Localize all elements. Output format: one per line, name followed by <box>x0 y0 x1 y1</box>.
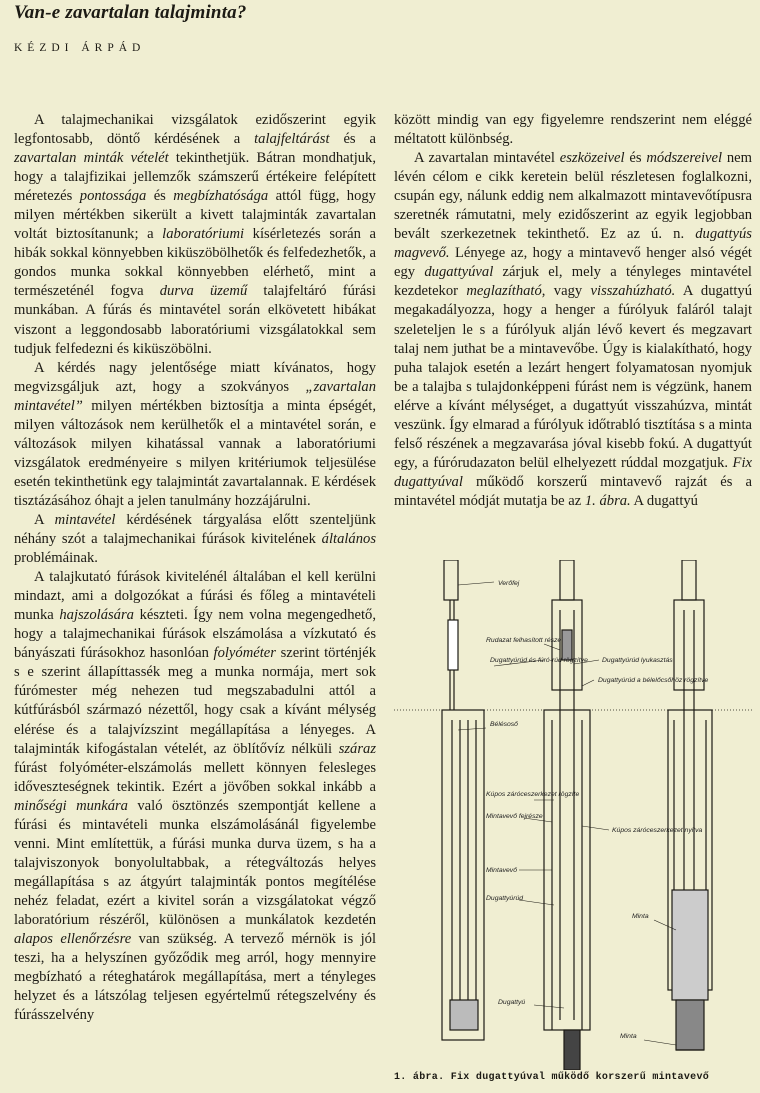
emphasis: általános <box>321 531 376 548</box>
emphasis: laboratóriumi <box>162 226 245 243</box>
emphasis: alapos ellenőrzésre <box>14 931 132 948</box>
emphasis: talajfeltárást <box>254 131 330 148</box>
label-mintavevo-fejresz: Mintavevő fejrésze <box>486 813 543 820</box>
emphasis: dugattyúval <box>424 264 494 281</box>
left-paragraph: A talajkutató fúrások kivitelénél általában el kell kerülni mindazt, ami a dolgozókat a fúrási és főleg a mintavételi munka hajszolására készteti. Így nem volna megengedhető, hogy a talajmechanikai fúrások elszámolása a vízkutató és bányászati fúrásokhoz hasonlóan folyóméter szerint történjék s e szerint állapíttassék meg a munka normája, mert sok fúrómester még nehezen tud megszabadulni attól a kútfúrásból származó nézettől, hogy csak a kívánt mélység elérése és a talajvízszint megállapítása a lényeges. A talajminták kifogástalan vételét, az öblítővíz nélküli száraz fúrást folyóméter-elszámolás mellett könnyen felesleges időveszteségnek tekintik. Ezért a jövőben sokkal inkább a minőségi munkára való ösztönzés szempontját kellene a fúrási és mintavételi munka elszámolásánál figyelembe venni. Mint említettük, a fúrási munka durva üzem, s ha a talajviszonyok bonyolultabbak, a rétegváltozás helyes megállapítása s az átgyúrt talajminták pontos megítélése nehéz feladat, ezért a kivitel során a vizsgálatokat végző laboratórium részéről, különösen a munkálatok kezdetén alapos ellenőrzésre van szükség. A tervező mérnök is jól teszi, ha a helyszínen győződik meg arról, hogy mennyire megbízható a réteghatárok megállapítása, mert a tényleges helyzet és a látszólag teljesen egyértelmű rétegszelvény és fúrásszelvény <box>14 569 377 1024</box>
label-dugattyurud-es: Dugattyúrúd és fúró-rúd rögzítve <box>490 657 588 664</box>
author-name: KÉZDI ÁRPÁD <box>14 42 146 54</box>
emphasis: mintavétel <box>54 511 116 528</box>
emphasis: folyóméter <box>213 645 276 662</box>
emphasis: száraz <box>338 740 376 757</box>
left-paragraph: A kérdés nagy jelentősége miatt kívánatos, hogy megvizsgáljuk azt, hogy a szokványos „zavartalan mintavétel” milyen mértékben biztosítja a minta épségét, milyen változások nem kerülhetők el a mintavétel során, e változások milyen kihatással vannak a laboratóriumi vizsgálatok eredményeire s milyen kritériumok teljesülése esetén tekinthetünk egy talajmintát zavartalannak. E kérdések tisztázásához óhajt a jelen tanulmány hozzájárulni. <box>14 359 376 509</box>
label-rudazat: Rudazat felhasított része <box>486 637 562 644</box>
emphasis: durva üzemű <box>159 283 248 300</box>
label-dugattyurud: Dugattyúrúd <box>486 895 524 902</box>
emphasis: hajszolására <box>59 607 134 624</box>
right-paragraph: között mindig van egy figyelemre rendszerint nem eléggé méltatott különbség. <box>394 112 752 148</box>
label-beleso: Bélésoső <box>490 721 518 728</box>
label-kupos-2: Kúpos záróceszerkezet nyitva <box>612 827 703 834</box>
emphasis: „zavartalan mintavétel” <box>14 378 376 414</box>
label-minta-2: Minta <box>620 1033 637 1040</box>
emphasis: megbízhatósága <box>173 188 269 205</box>
label-dugattyurud-a: Dugattyúrúd a bélelőcsőhöz rögzítve <box>598 677 709 684</box>
emphasis: dugattyús magvevő. <box>394 226 752 262</box>
left-paragraph: A mintavétel kérdésének tárgyalása előtt szenteljünk néhány szót a talajmechanikai fúrások kivitelének általános problémáinak. <box>14 511 376 567</box>
left-paragraph: A talajmechanikai vizsgálatok ezidőszerint egyik legfontosabb, döntő kérdésének a talajfeltárást és a zavartalan minták vételét tekinthetjük. Bátran mondhatjuk, hogy a talajfizikai jellemzők számszerű értékeire felépített méretezés pontossága és megbízhatósága attól függ, hogy milyen mértékben sikerült a kivett talajminták zavartalan voltát biztosítanunk; a laboratóriumi kísérletezés során a hibák sokkal könnyebben kiküszöbölhetők és felfedezhetők, a gondos munka sokkal könnyebben elérhető, mint a természeténél fogva durva üzemű talajfeltáró fúrási munkában. A fúrás és mintavétel során elkövetett hibákat viszont a leggondosabb laboratóriumi vizsgálatokkal sem tudjuk felfedezni és kiküszöbölni. <box>14 112 377 357</box>
emphasis: Fix dugattyúval <box>394 454 752 490</box>
figure-sampler-drawing <box>394 560 752 1070</box>
emphasis: meglazítható <box>466 283 542 300</box>
article-title: Van-e zavartalan talajminta? <box>14 2 247 23</box>
label-minta-1: Minta <box>632 913 649 920</box>
emphasis: visszahúzható. <box>590 283 676 300</box>
emphasis: pontossága <box>79 188 147 205</box>
label-kupos-1: Kúpos záróceszerkezet rögzíte <box>486 791 580 798</box>
text-column-right <box>394 111 752 511</box>
label-mintavevo: Mintavevő <box>486 867 517 874</box>
figure-caption: 1. ábra. Fix dugattyúval működő korszerű mintavevő <box>394 1072 710 1083</box>
emphasis: 1. ábra. <box>584 492 631 509</box>
label-dugattyurud-lyukasztas: Dugattyúrúd lyukasztás <box>602 657 673 664</box>
emphasis: zavartalan minták vételét <box>14 150 169 167</box>
right-paragraph: A zavartalan mintavétel eszközeivel és módszereivel nem lévén célom e cikk keretein belül részletesen foglalkozni, csupán egy, nálunk eddig nem alkalmazott mintavevőtípusra szeretnék rámutatni, mely ezidőszerint az egyik legjobban bevált szerkezetnek tekinthető. Ez az ú. n. dugattyús magvevő. Lényege az, hogy a mintavevő henger alsó végét egy dugattyúval zárjuk el, mely a tényleges mintavétel kezdetekor meglazítható, vagy visszahúzható. A dugattyú megakadályozza, hogy a henger a fúrólyuk faláról talajt szeleteljen le s a fúrólyuk alján lévő kevert és megzavart talaj nem juthat be a mintavevőbe. Úgy is kialakítható, hogy puha talajok esetén a lezárt hengert folyamatosan nyomjuk be a talajba s tulajdonképpeni fúrást nem is végzünk, hanem elérve a kívánt mélységet, a dugattyút visszahúzva, mintát veszünk. Így elmarad a fúrólyuk időtrabló tisztítása s a minta felső részének a megzavarása jóval kisebb fokú. A dugattyút egy, a fúrórudazaton belül elhelyezett rúddal mozgatjuk. Fix dugattyúval működő korszerű mintavevő rajzát és a mintavétel módját mutatja be az 1. ábra. A dugattyú <box>394 150 752 509</box>
label-verofej: Verőfej <box>498 580 520 587</box>
emphasis: módszereivel <box>646 150 723 167</box>
emphasis: minőségi munkára <box>14 797 128 814</box>
label-dugattyu: Dugattyú <box>498 999 526 1006</box>
text-column-left <box>14 111 376 1025</box>
emphasis: eszközeivel <box>559 150 625 167</box>
